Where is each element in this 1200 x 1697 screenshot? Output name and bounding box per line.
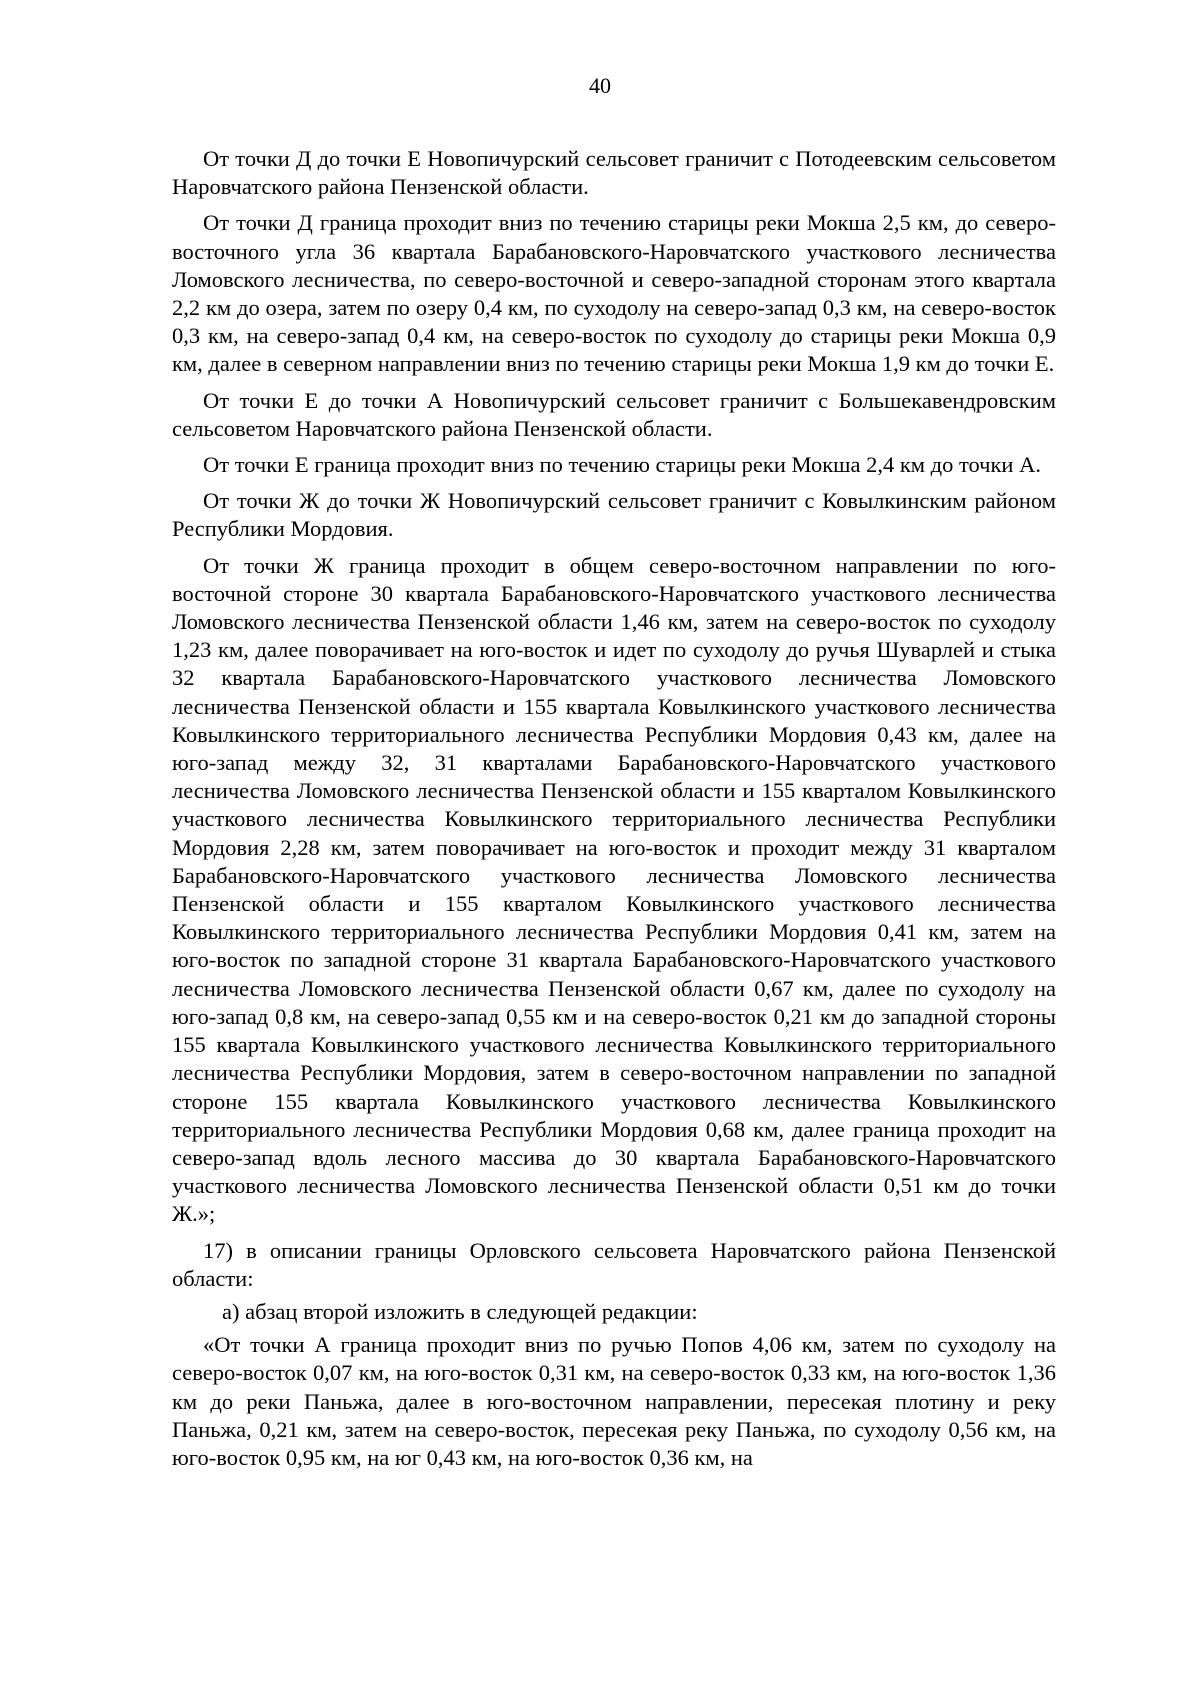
paragraph-item-17a: а) абзац второй изложить в следующей редакции: <box>222 1298 698 1324</box>
document-body <box>172 145 1056 1472</box>
paragraph-boundary-zh-zh: От точки Ж до точки Ж Новопичурский сельсовет граничит с Ковылкинским районом Республики Мордовия. <box>172 488 1056 542</box>
paragraph-boundary-e-a: От точки Е до точки А Новопичурский сельсовет граничит с Большекавендровским сельсоветом Наровчатского района Пензенской области. <box>172 387 1056 441</box>
paragraph-item-17: 17) в описании границы Орловского сельсовета Наровчатского района Пензенской области: <box>172 1237 1056 1291</box>
paragraph-route-zh-zh: От точки Ж граница проходит в общем северо-восточном направлении по юго-восточной стороне 30 квартала Барабановского-Наровчатского участкового лесничества Ломовского лесничества Пензенской области 1,46 км, затем на северо-восток по суходолу 1,23 км, далее поворачивает на юго-восток и идет по суходолу до ручья Шуварлей и стыка 32 квартала Барабановского-Наровчатского участкового лесничества Ломовского лесничества Пензенской области и 155 квартала Ковылкинского участкового лесничества Ковылкинского территориального лесничества Республики Мордовия 0,43 км, далее на юго-запад между 32, 31 кварталами Барабановского-Наровчатского участкового лесничества Ломовского лесничества Пензенской области и 155 кварталом Ковылкинского участкового лесничества Ковылкинского территориального лесничества Республики Мордовия 2,28 км, затем поворачивает на юго-восток и проходит между 31 кварталом Барабановского-Наровчатского участкового лесничества Ломовского лесничества Пензенской области и 155 кварталом Ковылкинского участкового лесничества Ковылкинского территориального лесничества Республики Мордовия 0,41 км, затем на юго-восток по западной стороне 31 квартала Барабановского-Наровчатского участкового лесничества Ломовского лесничества Пензенской области 0,67 км, далее по суходолу на юго-запад 0,8 км, на северо-запад 0,55 км и на северо-восток 0,21 км до западной стороны 155 квартала Ковылкинского участкового лесничества Ковылкинского территориального лесничества Республики Мордовия, затем в северо-восточном направлении по западной стороне 155 квартала Ковылкинского участкового лесничества Ковылкинского территориального лесничества Республики Мордовия 0,68 км, далее граница проходит на северо-запад вдоль лесного массива до 30 квартала Барабановского-Наровчатского участкового лесничества Ломовского лесничества Пензенской области 0,51 км до точки Ж.»; <box>172 552 1056 1227</box>
paragraph-route-d-e: От точки Д граница проходит вниз по течению старицы реки Мокша 2,5 км, до северо-восточного угла 36 квартала Барабановского-Наровчатского участкового лесничества Ломовского лесничества, по северо-восточной и северо-западной сторонам этого квартала 2,2 км до озера, затем по озеру 0,4 км, по суходолу на северо-запад 0,3 км, на северо-восток 0,3 км, на северо-запад 0,4 км, на северо-восток по суходолу до старицы реки Мокша 0,9 км, далее в северном направлении вниз по течению старицы реки Мокша 1,9 км до точки Е. <box>172 210 1056 377</box>
paragraph-boundary-d-e: От точки Д до точки Е Новопичурский сельсовет граничит с Потодеевским сельсоветом Наровчатского района Пензенской области. <box>172 146 1056 200</box>
paragraph-quoted-route-a: «От точки А граница проходит вниз по ручью Попов 4,06 км, затем по суходолу на северо-восток 0,07 км, на юго-восток 0,31 км, на северо-восток 0,33 км, на юго-восток 1,36 км до реки Паньжа, далее в юго-восточном направлении, пересекая плотину и реку Паньжа, 0,21 км, затем на северо-восток, пересекая реку Паньжа, по суходолу 0,56 км, на юго-восток 0,95 км, на юг 0,43 км, на юго-восток 0,36 км, на <box>172 1332 1056 1470</box>
page-number: 40 <box>589 73 611 98</box>
paragraph-route-e-a: От точки Е граница проходит вниз по течению старицы реки Мокша 2,4 км до точки А. <box>203 452 1041 478</box>
